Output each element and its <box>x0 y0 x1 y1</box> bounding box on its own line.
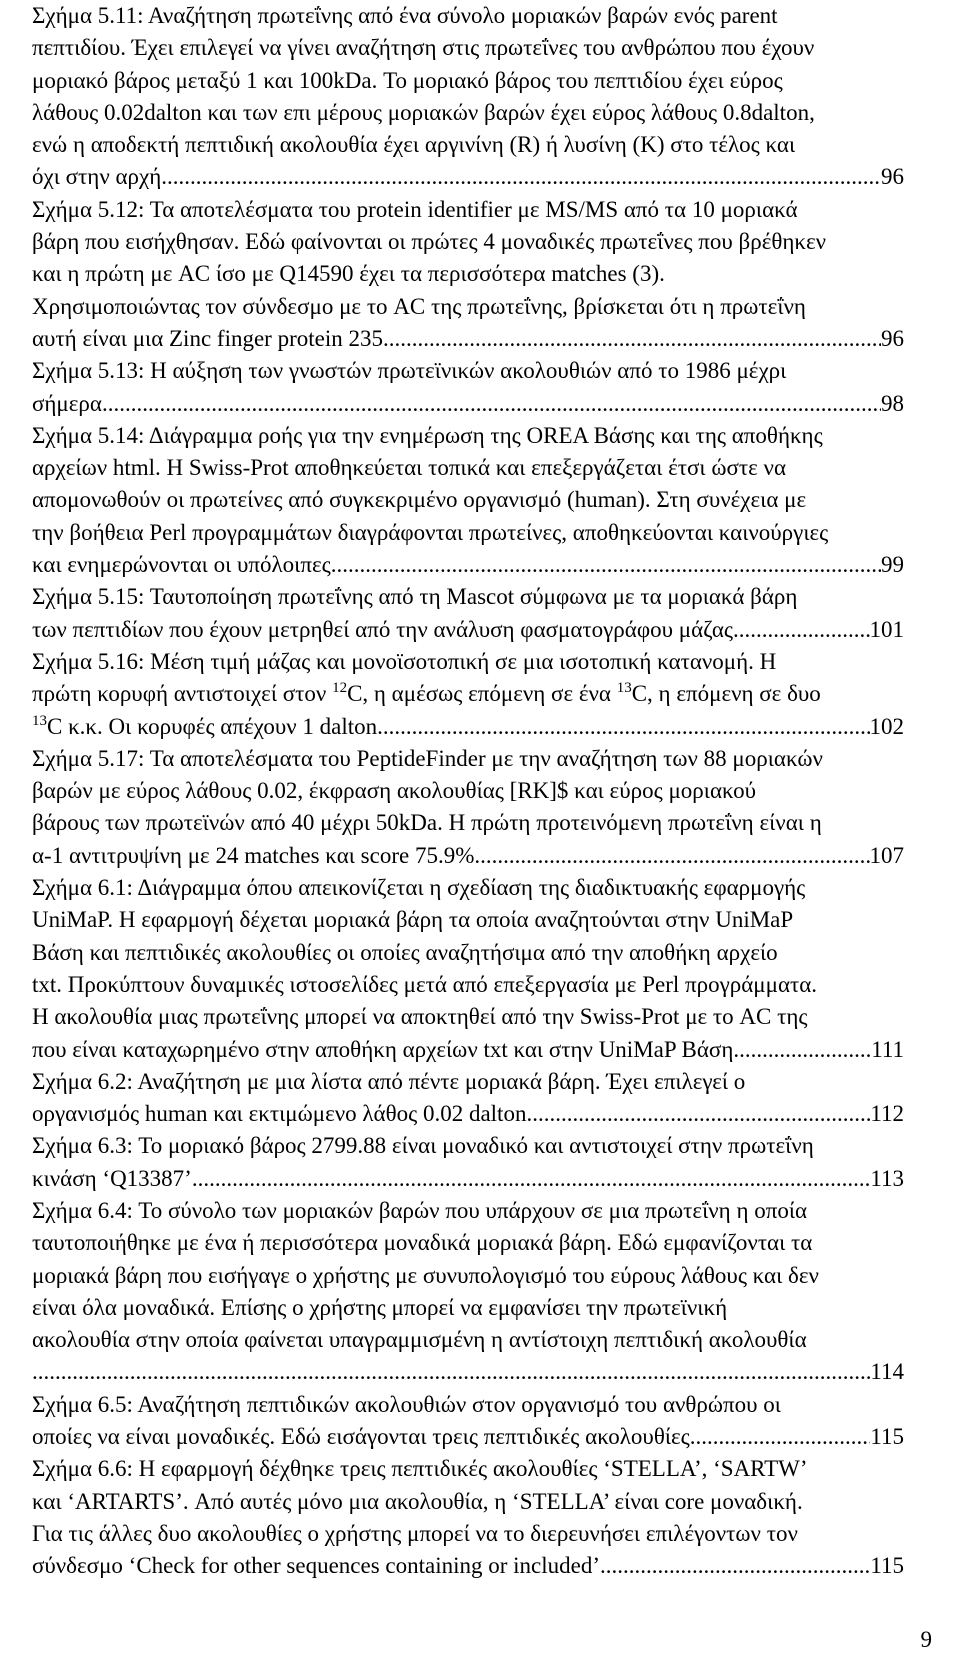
entry-line: Η ακολουθία μιας πρωτεΐνης μπορεί να αποκτηθεί από την Swiss-Prot με το AC της <box>32 1004 808 1030</box>
dot-leader <box>108 388 881 420</box>
entry-line: Σχήμα 6.1: Διάγραμμα όπου απεικονίζεται η σχεδίαση της διαδικτυακής εφαρμογής <box>32 875 806 901</box>
toc-entry[interactable] <box>32 1453 904 1582</box>
entry-last-line <box>32 840 904 872</box>
entry-last-line <box>32 711 904 743</box>
dot-leader <box>696 1421 871 1453</box>
entry-line: UniMaP. Η εφαρμογή δέχεται μοριακά βάρη τα οποία αναζητούνται στην UniMaP <box>32 907 794 933</box>
entry-line: και η πρώτη με AC ίσο με Q14590 έχει τα περισσότερα matches (3). <box>32 261 665 287</box>
entry-line <box>32 711 383 743</box>
entry-line: πεπτιδίου. Έχει επιλεγεί να γίνει αναζήτηση στις πρωτεΐνες του ανθρώπου που έχουν <box>32 35 815 61</box>
entry-line <box>32 678 904 710</box>
entry-line: αυτή είναι μια Zinc finger protein 235 <box>32 325 383 351</box>
toc-entry[interactable] <box>32 1130 904 1195</box>
dot-leader <box>606 1550 871 1582</box>
entry-line: Χρησιμοποιώντας τον σύνδεσμο με το AC της πρωτεΐνης, βρίσκεται ότι η πρωτεΐνη <box>32 293 806 319</box>
toc-entry[interactable] <box>32 194 904 355</box>
entry-line: βαρών με εύρος λάθους 0.02, έκφραση ακολουθίας [RK]$ και εύρος μοριακού <box>32 778 756 804</box>
entry-line: txt. Προκύπτουν δυναμικές ιστοσελίδες μετά από επεξεργασία με Perl προγράμματα. <box>32 971 818 997</box>
entry-line: κινάση ‘Q13387’. <box>32 1165 198 1191</box>
page-number: 9 <box>920 1627 932 1652</box>
entry-line: ενώ η αποδεκτή πεπτιδική ακολουθία έχει αργινίνη (R) ή λυσίνη (K) στο τέλος και <box>32 132 796 158</box>
entry-line: αρχείων html. Η Swiss-Prot αποθηκεύεται τοπικά και επεξεργάζεται έτσι ώστε να <box>32 455 787 481</box>
entry-line: είναι όλα μοναδικά. Επίσης ο χρήστης μπορεί να εμφανίσει την πρωτεϊνική <box>32 1294 728 1320</box>
entry-line: απομονωθούν οι πρωτείνες από συγκεκριμένο οργανισμό (human). Στη συνέχεια με <box>32 487 807 513</box>
dot-leader <box>198 1163 871 1195</box>
entry-line: και ‘ARTARTS’. Από αυτές μόνο μια ακολουθία, η ‘STELLA’ είναι core μοναδική. <box>32 1488 803 1514</box>
dot-leader <box>383 711 870 743</box>
entry-line: βάρους των πρωτεϊνών από 40 μέχρι 50kDa. Η πρώτη προτεινόμενη πρωτεΐνη είναι η <box>32 810 822 836</box>
page-reference[interactable]: 96 <box>881 164 904 190</box>
entry-last-line <box>32 614 904 646</box>
page-reference[interactable]: 107 <box>869 842 904 868</box>
entry-line: Σχήμα 5.14: Διάγραμμα ροής για την ενημέρωση της OREA Βάσης και της αποθήκης <box>32 422 823 448</box>
toc-entry[interactable] <box>32 872 904 1066</box>
entry-line: Βάση και πεπτιδικές ακολουθίες οι οποίες αναζητήσιμα από την αποθήκη αρχείο <box>32 939 778 965</box>
dot-leader <box>383 323 881 355</box>
text-run: C, η επόμενη σε δυο <box>631 681 821 707</box>
page-reference[interactable]: 112 <box>870 1101 904 1127</box>
entry-line: που είναι καταχωρημένο στην αποθήκη αρχείων txt και στην UniMaP Βάση. <box>32 1036 740 1062</box>
entry-line: σύνδεσμο ‘Check for other sequences containing or included’. <box>32 1553 606 1579</box>
entry-line: μοριακό βάρος μεταξύ 1 και 100kDa. Το μοριακό βάρος του πεπτιδίου έχει εύρος <box>32 67 783 93</box>
isotope-superscript: 12 <box>332 680 348 697</box>
page-reference[interactable]: 115 <box>870 1424 904 1450</box>
isotope-superscript: 13 <box>616 680 632 697</box>
toc-entry[interactable] <box>32 1389 904 1454</box>
dot-leader <box>167 161 881 193</box>
page-reference[interactable]: 113 <box>870 1165 904 1191</box>
text-run: πρώτη κορυφή αντιστοιχεί στον <box>32 681 333 707</box>
entry-last-line <box>32 1421 904 1453</box>
entry-last-line <box>32 323 904 355</box>
entry-line: Σχήμα 5.17: Τα αποτελέσματα του PeptideFinder με την αναζήτηση των 88 μοριακών <box>32 745 823 771</box>
entry-line: ακολουθία στην οποία φαίνεται υπαγραμμισμένη η αντίστοιχη πεπτιδική ακολουθία <box>32 1327 807 1353</box>
entry-line: Σχήμα 5.13: Η αύξηση των γνωστών πρωτεϊνικών ακολουθιών από το 1986 μέχρι <box>32 358 787 384</box>
page-reference[interactable]: 115 <box>870 1553 904 1579</box>
entry-line: Σχήμα 6.4: Το σύνολο των μοριακών βαρών που υπάρχουν σε μια πρωτεΐνη η οποία <box>32 1197 808 1223</box>
toc-entry[interactable] <box>32 420 904 581</box>
entry-line: την βοήθεια Perl προγραμμάτων διαγράφονται πρωτείνες, αποθηκεύονται καινούργιες <box>32 519 829 545</box>
entry-line: α-1 αντιτρυψίνη με 24 matches και score 75.9%. <box>32 842 481 868</box>
entry-line: Σχήμα 6.5: Αναζήτηση πεπτιδικών ακολουθιών στον οργανισμό του ανθρώπου οι <box>32 1391 781 1417</box>
page-reference[interactable]: 101 <box>869 616 904 642</box>
toc-entry[interactable] <box>32 1066 904 1131</box>
page-reference[interactable]: 96 <box>881 325 904 351</box>
text-run: C κ.κ. Οι κορυφές απέχουν 1 dalton. <box>47 713 383 739</box>
dot-leader <box>532 1098 870 1130</box>
list-of-figures <box>32 0 904 1583</box>
entry-line: Για τις άλλες δυο ακολουθίες ο χρήστης μπορεί να το διερευνήσει επιλέγοντων τον <box>32 1520 798 1546</box>
entry-line: σήμερα. <box>32 390 108 416</box>
isotope-superscript: 13 <box>32 712 47 729</box>
entry-line: Σχήμα 6.3: Το μοριακό βάρος 2799.88 είναι μοναδικό και αντιστοιχεί στην πρωτεΐνη <box>32 1133 814 1159</box>
toc-entry[interactable] <box>32 743 904 872</box>
page-reference[interactable]: 99 <box>881 552 904 578</box>
entry-last-line <box>32 388 904 420</box>
entry-line: ταυτοποιήθηκε με ένα ή περισσότερα μοναδικά μοριακά βάρη. Εδώ εμφανίζονται τα <box>32 1230 813 1256</box>
entry-line: Σχήμα 6.2: Αναζήτηση με μια λίστα από πέντε μοριακά βάρη. Έχει επιλεγεί ο <box>32 1068 746 1094</box>
entry-last-line <box>32 549 904 581</box>
dot-leader <box>739 614 870 646</box>
entry-line: και ενημερώνονται οι υπόλοιπες. <box>32 552 337 578</box>
entry-line: οργανισμός human και εκτιμώμενο λάθος 0.02 dalton. <box>32 1101 533 1127</box>
entry-line: Σχήμα 5.11: Αναζήτηση πρωτεΐνης από ένα σύνολο μοριακών βαρών ενός parent <box>32 3 778 28</box>
page-reference[interactable]: 111 <box>871 1036 904 1062</box>
entry-last-line <box>32 1163 904 1195</box>
entry-last-line <box>32 1550 904 1582</box>
entry-line: όχι στην αρχή. <box>32 164 167 190</box>
entry-line: οποίες να είναι μοναδικές. Εδώ εισάγονται τρεις πεπτιδικές ακολουθίες. <box>32 1424 696 1450</box>
dot-leader <box>32 1356 870 1388</box>
entry-last-line <box>32 1356 904 1388</box>
entry-line: Σχήμα 5.15: Ταυτοποίηση πρωτεΐνης από τη Mascot σύμφωνα με τα μοριακά βάρη <box>32 584 798 610</box>
entry-last-line <box>32 161 904 193</box>
entry-line: βάρη που εισήχθησαν. Εδώ φαίνονται οι πρώτες 4 μοναδικές πρωτεΐνες που βρέθηκεν <box>32 229 827 255</box>
page-reference[interactable]: 114 <box>870 1359 904 1385</box>
entry-line: μοριακά βάρη που εισήγαγε ο χρήστης με συνυπολογισμό του εύρους λάθους και δεν <box>32 1262 819 1288</box>
dot-leader <box>480 840 869 872</box>
page-reference[interactable]: 98 <box>881 390 904 416</box>
entry-last-line <box>32 1098 904 1130</box>
entry-last-line <box>32 1034 904 1066</box>
page-reference[interactable]: 102 <box>869 713 904 739</box>
dot-leader <box>337 549 881 581</box>
toc-entry[interactable] <box>32 355 904 420</box>
entry-line: Σχήμα 5.12: Τα αποτελέσματα του protein identifier με MS/MS από τα 10 μοριακά <box>32 196 798 222</box>
entry-line: Σχήμα 6.6: Η εφαρμογή δέχθηκε τρεις πεπτιδικές ακολουθίες ‘STELLA’, ‘SARTW’ <box>32 1456 808 1482</box>
entry-line: των πεπτιδίων που έχουν μετρηθεί από την ανάλυση φασματογράφου μάζας. <box>32 616 739 642</box>
toc-entry[interactable] <box>32 0 904 194</box>
entry-line: Σχήμα 5.16: Μέση τιμή μάζας και μονοϊσοτοπική σε μια ισοτοπική κατανομή. Η <box>32 648 777 674</box>
dot-leader <box>739 1034 871 1066</box>
toc-entry[interactable] <box>32 646 904 743</box>
entry-line: λάθους 0.02dalton και των επι μέρους μοριακών βαρών έχει εύρος λάθους 0.8dalton, <box>32 99 815 125</box>
toc-entry[interactable] <box>32 1195 904 1389</box>
text-run: C, η αμέσως επόμενη σε ένα <box>347 681 617 707</box>
toc-entry[interactable] <box>32 581 904 646</box>
